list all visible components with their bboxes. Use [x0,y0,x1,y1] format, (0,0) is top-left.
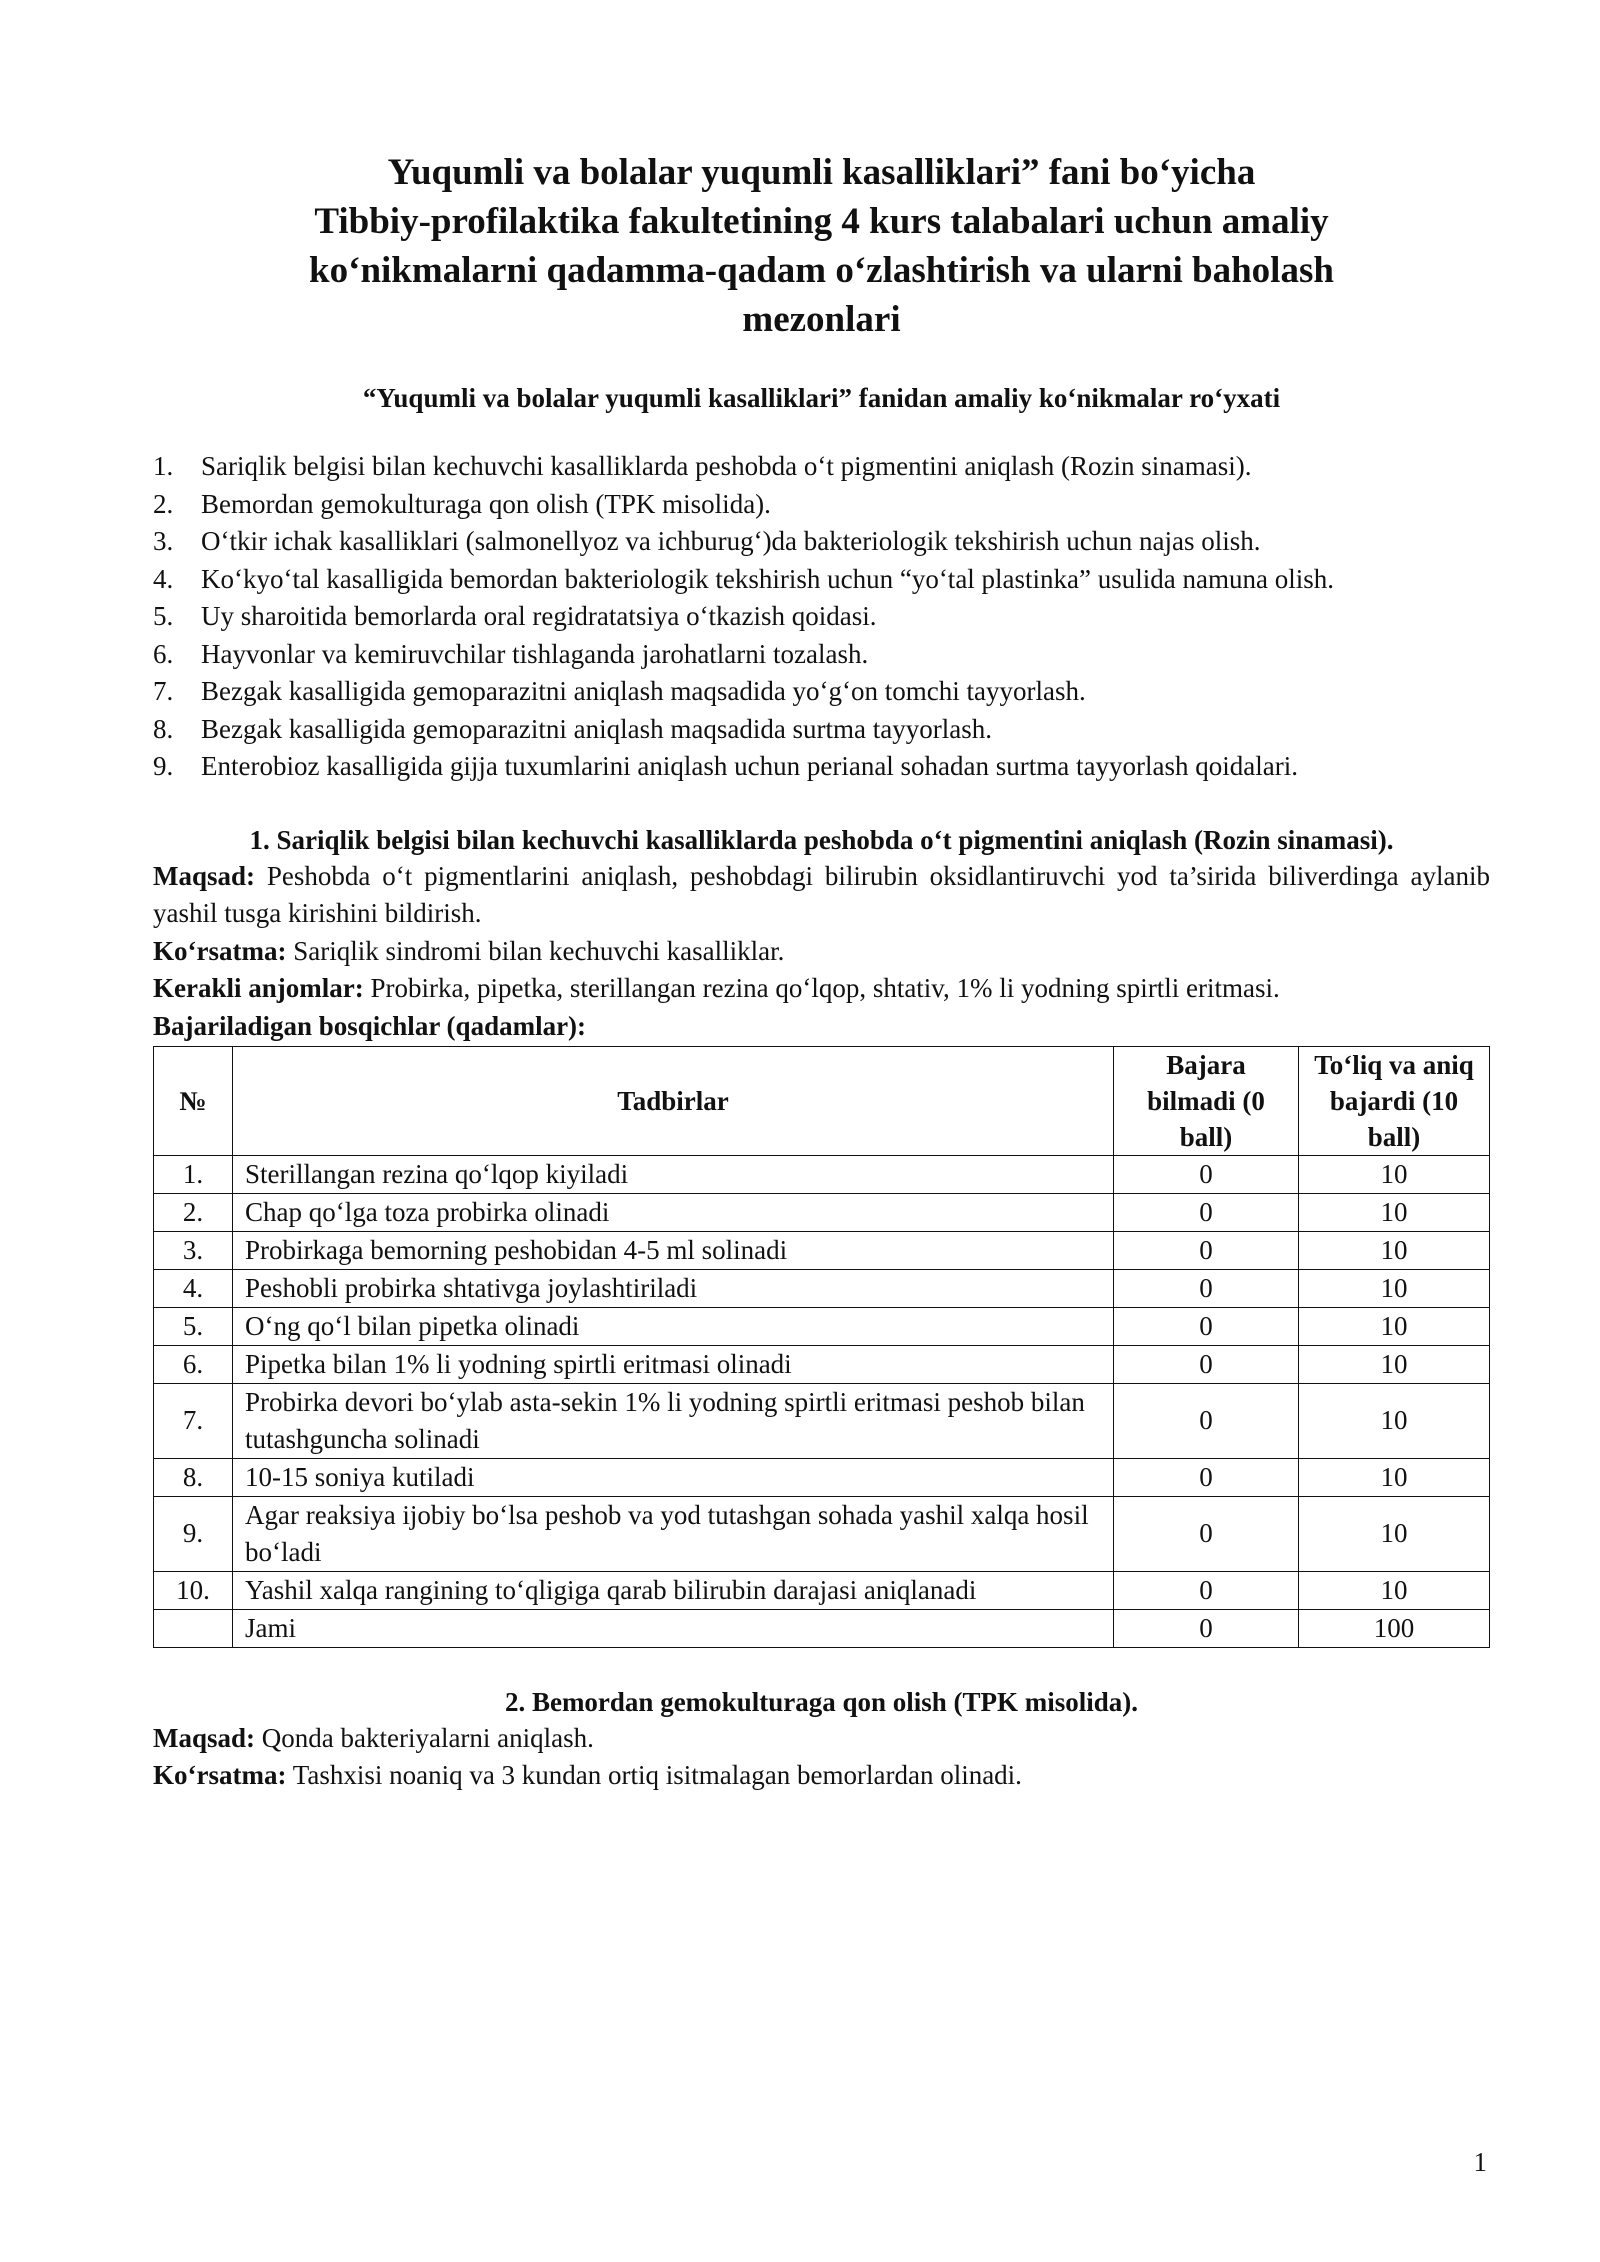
list-item [153,486,1490,524]
purpose-text: Peshobda o‘t pigmentlarini aniqlash, peshobdagi bilirubin oksidlantiruvchi yod ta’sirida biliverdinga aylanib yashil tusga kirishini bildirish. [153,860,1490,928]
row-score-full: 10 [1299,1496,1490,1571]
table-total-row [154,1609,1490,1647]
list-item-text: Bemordan gemokulturaga qon olish (TPK misolida). [201,488,771,519]
row-score-full: 10 [1299,1571,1490,1609]
list-item-text: O‘tkir ichak kasalliklari (salmonellyoz va ichburug‘)da bakteriologik tekshirish uchun najas olish. [201,526,1261,556]
list-item [153,673,1490,711]
table-row [154,1193,1490,1231]
list-item-number: 5. [153,601,174,631]
list-item-text: Bezgak kasalligida gemoparazitni aniqlash maqsadida surtma tayyorlash. [201,713,993,744]
list-item-number: 8. [153,713,174,744]
row-score-zero: 0 [1114,1307,1299,1345]
steps-table [153,1046,1490,1648]
header-tasks: Tadbirlar [233,1046,1114,1155]
list-item-text: Sariqlik belgisi bilan kechuvchi kasalliklarda peshobda o‘t pigmentini aniqlash (Rozin sinamasi). [201,451,1252,481]
steps-heading: Bajariladigan bosqichlar (qadamlar): [153,1010,587,1041]
row-score-zero: 0 [1114,1496,1299,1571]
table-row [154,1231,1490,1269]
row-task: Probirkaga bemorning peshobidan 4-5 ml solinadi [233,1231,1114,1269]
row-number: 4. [154,1269,233,1307]
row-task: Pipetka bilan 1% li yodning spirtli eritmasi olinadi [233,1345,1114,1383]
list-item [153,448,1490,486]
indication-label: Ko‘rsatma: [153,1760,287,1790]
list-item [153,523,1490,561]
row-score-zero: 0 [1114,1571,1299,1609]
row-task: Yashil xalqa rangining to‘qligiga qarab bilirubin darajasi aniqlanadi [233,1571,1114,1609]
row-score-zero: 0 [1114,1231,1299,1269]
table-row [154,1155,1490,1193]
list-item [153,748,1490,786]
indication-label: Ko‘rsatma: [153,935,287,966]
row-number: 6. [154,1345,233,1383]
section-2-title: 2. Bemordan gemokulturaga qon olish (TPK misolida). [504,1686,1139,1717]
row-task: Peshobli probirka shtativga joylashtiriladi [233,1269,1114,1307]
row-task: Agar reaksiya ijobiy bo‘lsa peshob va yod tutashgan sohada yashil xalqa hosil bo‘ladi [233,1496,1114,1571]
table-row [154,1307,1490,1345]
list-item [153,711,1490,749]
page-number: 1 [1473,2147,1487,2177]
list-item-text: Hayvonlar va kemiruvchilar tishlaganda jarohatlarni tozalash. [201,638,869,669]
list-item [153,598,1490,636]
total-number [154,1609,233,1647]
list-item-number: 4. [153,563,174,594]
total-score-zero: 0 [1114,1609,1299,1647]
row-score-full: 10 [1299,1345,1490,1383]
purpose-label: Maqsad: [153,860,256,891]
header-fully-done: To‘liq va aniq bajardi (10 ball) [1299,1046,1490,1155]
row-score-full: 10 [1299,1383,1490,1458]
table-row [154,1345,1490,1383]
skills-list-title: “Yuqumli va bolalar yuqumli kasalliklari” fanidan amaliy ko‘nikmalar ro‘yxati [362,383,1281,413]
table-header-row [154,1046,1490,1155]
purpose-text: Qonda bakteriyalarni aniqlash. [255,1722,594,1753]
total-score-full: 100 [1299,1609,1490,1647]
section-1-indication [153,933,1490,971]
row-score-full: 10 [1299,1269,1490,1307]
section-1-title: 1. Sariqlik belgisi bilan kechuvchi kasalliklarda peshobda o‘t pigmentini aniqlash (Rozin sinamasi). [249,824,1394,855]
row-number: 8. [154,1458,233,1496]
header-not-done: Bajara bilmadi (0 ball) [1114,1046,1299,1155]
list-item-number: 3. [153,526,174,556]
row-task: Chap qo‘lga toza probirka olinadi [233,1193,1114,1231]
header-number: № [154,1046,233,1155]
table-row [154,1383,1490,1458]
row-number: 5. [154,1307,233,1345]
list-item-number: 7. [153,676,174,706]
row-task: Sterillangan rezina qo‘lqop kiyiladi [233,1155,1114,1193]
section-1-purpose [153,858,1490,933]
row-score-zero: 0 [1114,1193,1299,1231]
row-score-zero: 0 [1114,1269,1299,1307]
section-2-indication [153,1757,1490,1795]
equipment-text: Probirka, pipetka, sterillangan rezina qo‘lqop, shtativ, 1% li yodning spirtli eritmasi. [363,973,1280,1003]
list-item-text: Uy sharoitida bemorlarda oral regidratatsiya o‘tkazish qoidasi. [201,601,877,631]
list-item-number: 6. [153,638,174,669]
row-score-full: 10 [1299,1231,1490,1269]
table-row [154,1496,1490,1571]
row-number: 9. [154,1496,233,1571]
list-item [153,636,1490,674]
section-1-equipment [153,970,1490,1008]
title-line-1: Yuqumli va bolalar yuqumli kasalliklari” fani bo‘yicha [387,152,1256,193]
row-score-full: 10 [1299,1193,1490,1231]
list-item-number: 9. [153,751,174,781]
table-row [154,1458,1490,1496]
list-item-number: 2. [153,488,174,519]
row-score-zero: 0 [1114,1155,1299,1193]
row-number: 1. [154,1155,233,1193]
row-score-full: 10 [1299,1458,1490,1496]
page-content [153,148,1490,1795]
title-line-2: Tibbiy-profilaktika fakultetining 4 kurs talabalari uchun amaliy [314,201,1329,242]
row-number: 2. [154,1193,233,1231]
row-number: 10. [154,1571,233,1609]
purpose-label: Maqsad: [153,1722,256,1753]
document-title [242,148,1402,344]
row-number: 3. [154,1231,233,1269]
row-number: 7. [154,1383,233,1458]
table-row [154,1269,1490,1307]
list-item-text: Ko‘kyo‘tal kasalligida bemordan bakteriologik tekshirish uchun “yo‘tal plastinka” usulida namuna olish. [201,563,1334,594]
list-item-text: Enterobioz kasalligida gijja tuxumlarini aniqlash uchun perianal sohadan surtma tayyorlash qoidalari. [201,751,1298,781]
equipment-label: Kerakli anjomlar: [153,973,364,1003]
row-score-full: 10 [1299,1155,1490,1193]
list-item-text: Bezgak kasalligida gemoparazitni aniqlash maqsadida yo‘g‘on tomchi tayyorlash. [201,676,1086,706]
title-line-4: mezonlari [742,299,901,340]
list-item [153,561,1490,599]
section-2-purpose [153,1720,1490,1758]
row-score-full: 10 [1299,1307,1490,1345]
indication-text: Tashxisi noaniq va 3 kundan ortiq isitmalagan bemorlardan olinadi. [286,1760,1022,1790]
row-score-zero: 0 [1114,1345,1299,1383]
row-task: Probirka devori bo‘ylab asta-sekin 1% li yodning spirtli eritmasi peshob bilan tutashguncha solinadi [233,1383,1114,1458]
total-label: Jami [233,1609,1114,1647]
skills-list [153,448,1490,786]
row-task: 10-15 soniya kutiladi [233,1458,1114,1496]
row-task: O‘ng qo‘l bilan pipetka olinadi [233,1307,1114,1345]
row-score-zero: 0 [1114,1458,1299,1496]
title-line-3: ko‘nikmalarni qadamma-qadam o‘zlashtirish va ularni baholash [309,250,1334,291]
row-score-zero: 0 [1114,1383,1299,1458]
list-item-number: 1. [153,451,174,481]
table-row [154,1571,1490,1609]
indication-text: Sariqlik sindromi bilan kechuvchi kasalliklar. [286,935,785,966]
